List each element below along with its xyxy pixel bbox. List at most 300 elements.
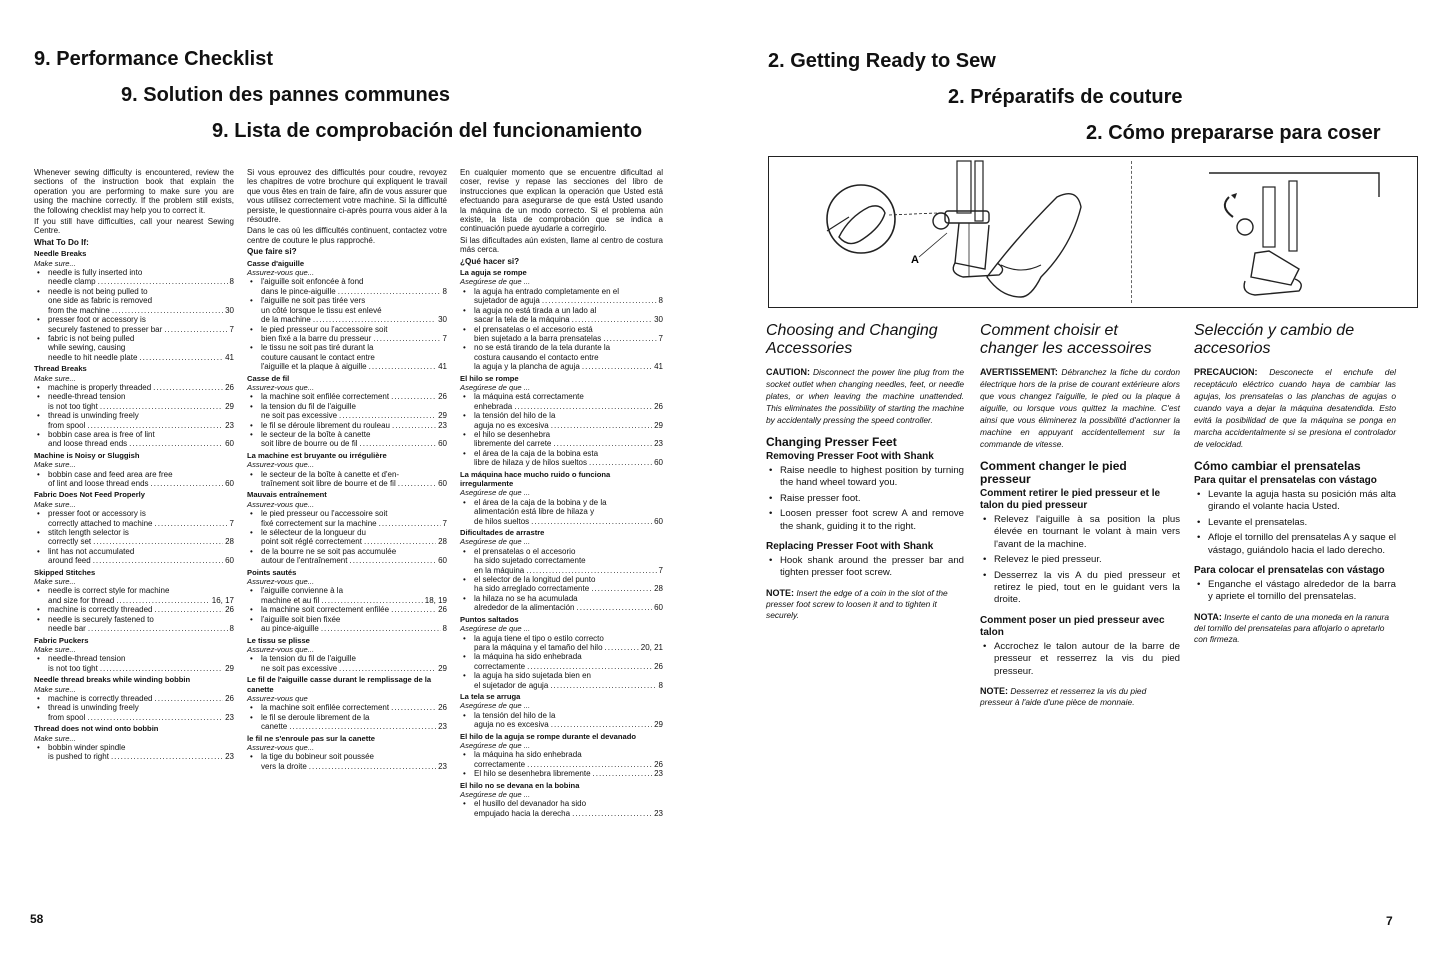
step-item: • Raise presser foot. [766, 493, 964, 505]
check-item [34, 528, 234, 547]
section-title: La tela se arruga [460, 691, 521, 701]
right-page [726, 0, 1453, 954]
check-text: • el área de la caja de la bobina esta [474, 448, 599, 458]
leader-dots [339, 664, 436, 673]
page-ref: 41 [225, 352, 234, 362]
page-ref: 26 [438, 392, 447, 402]
check-list [460, 547, 663, 613]
page-ref: 60 [438, 479, 447, 488]
page-ref: 28 [438, 537, 447, 547]
leader-dots [551, 720, 652, 729]
check-item [460, 325, 663, 344]
check-text: • machine is properly threaded [48, 382, 152, 392]
check-text: • la tension du fil de l'aiguille [261, 654, 356, 664]
section-title: Le tissu se plisse [247, 635, 310, 645]
leader-dots [112, 306, 223, 315]
check-text: • needle is fully inserted into [48, 268, 143, 278]
check-text: en la máquina [474, 565, 525, 575]
check-text: • needle is correct style for machine [48, 586, 170, 596]
step-list [980, 514, 1180, 607]
check-line [261, 596, 447, 605]
check-text: needle bar [48, 624, 86, 634]
leader-dots [129, 439, 223, 448]
check-text: bien fixé a la barre du presseur [261, 333, 372, 343]
check-item [34, 268, 234, 287]
leader-dots [392, 421, 436, 430]
check-line [474, 334, 663, 343]
section-title: Needle thread breaks while winding bobbin [34, 675, 191, 685]
check-text: • needle-thread tension [48, 654, 126, 664]
page-ref: 8 [229, 277, 234, 287]
check-item [460, 498, 663, 526]
check-item [247, 421, 447, 430]
make-sure-label: Asegúrese de que ... [460, 488, 531, 498]
check-line [474, 760, 663, 769]
check-text: of lint and loose thread ends [48, 479, 149, 488]
check-list [247, 703, 447, 731]
page-ref: 26 [438, 703, 447, 713]
page-ref: 23 [225, 420, 234, 430]
check-line [48, 694, 234, 703]
check-line [261, 392, 447, 401]
check-item [247, 605, 447, 614]
check-text: • la tension du fil de l'aiguille [261, 401, 356, 411]
check-line [261, 306, 447, 315]
leader-dots [526, 566, 656, 575]
check-text: • l'aiguille convienne à la [261, 586, 344, 596]
check-text: machine et au fil [261, 595, 320, 605]
check-line [474, 556, 663, 565]
page-ref: 23 [225, 752, 234, 762]
page-ref: 26 [654, 401, 663, 411]
check-line [261, 362, 447, 371]
check-text: • fabric is not being pulled [48, 333, 135, 343]
page-ref: 28 [225, 537, 234, 547]
leader-dots [553, 439, 652, 448]
check-line [474, 517, 663, 526]
leader-dots [87, 713, 223, 722]
check-item [460, 634, 663, 653]
leader-dots [593, 769, 653, 778]
leader-dots [572, 315, 652, 324]
check-line [261, 664, 447, 673]
make-sure-label: Asegúrese de que ... [460, 277, 531, 287]
leader-dots [572, 809, 652, 818]
make-sure-label: Assurez-vous que... [247, 499, 315, 509]
check-line [48, 519, 234, 528]
page-ref: 30 [654, 315, 663, 325]
check-text: • needle is securely fastened to [48, 614, 154, 624]
check-text: • le pied presseur ou l'accessoire soit [261, 509, 388, 519]
section-title: Fabric Puckers [34, 635, 89, 645]
check-item [247, 402, 447, 421]
heading-es: 2. Cómo prepararse para coser [1086, 122, 1381, 144]
check-line [48, 277, 234, 286]
instructions-es [1194, 322, 1396, 654]
check-item [247, 528, 447, 547]
check-line [474, 720, 663, 729]
page-number: 58 [30, 912, 44, 926]
check-item [247, 615, 447, 634]
check-line [261, 343, 447, 352]
page-number: 7 [1386, 914, 1393, 928]
leader-dots [514, 402, 652, 411]
check-text: • machine is correctly threaded [48, 693, 153, 703]
check-text: traînement soit libre de bourre et de fil [261, 479, 396, 488]
instructions-fr [980, 322, 1180, 717]
leader-dots [338, 287, 441, 296]
check-item [247, 325, 447, 344]
intro-text: Whenever sewing difficulty is encountered, review the sections of the instruction book that explain the operation you are performing to make sure you are using the machine correctly. If the problem still exists, the following checklist may help you to correct it. [34, 168, 234, 215]
check-item [460, 671, 663, 690]
check-text: • presser foot or accessory is [48, 315, 146, 325]
check-text: aguja no es excesiva [474, 420, 549, 430]
check-item [460, 449, 663, 468]
page-ref: 29 [438, 411, 447, 421]
section-title: La aguja se rompe [460, 268, 527, 278]
check-item [247, 547, 447, 566]
check-item [34, 703, 234, 722]
leader-dots [551, 421, 652, 430]
page-ref: 7 [229, 518, 234, 528]
check-text: correctamente [474, 661, 526, 671]
step-item: • Accrochez le talon autour de la barre de presseur et resserrez la vis du pied presseur. [980, 641, 1180, 678]
check-line [474, 458, 663, 467]
check-line [474, 449, 663, 458]
check-text: • le fil se deroule librement de la [261, 712, 370, 722]
check-text: para la máquina y el tamaño del hilo [474, 642, 603, 652]
section-title: La máquina hace mucho ruido o funciona irregularmente [460, 469, 611, 488]
check-item [460, 411, 663, 430]
check-item [34, 605, 234, 614]
step-item: • Loosen presser foot screw A and remove the shank, guiding it to the right. [766, 508, 964, 533]
page-ref: 60 [438, 439, 447, 449]
check-text: • el prensatelas o el accesorio está [474, 324, 593, 334]
make-sure-label: Assurez-vous que [247, 693, 308, 703]
what-to-do-heading: ¿Qué hacer si? [460, 256, 520, 266]
check-item [460, 799, 663, 818]
check-item [460, 430, 663, 449]
check-text: • la aguja ha sido sujetada bien en [474, 671, 591, 681]
check-line [474, 362, 663, 371]
check-text: from spool [48, 712, 86, 722]
check-line [261, 470, 447, 479]
check-line [48, 615, 234, 624]
what-to-do-heading: What To Do If: [34, 237, 89, 247]
check-text: securely fastened to presser bar [48, 324, 163, 334]
leader-dots [591, 584, 652, 593]
make-sure-label: Assurez-vous que... [247, 460, 315, 470]
check-line [261, 439, 447, 448]
check-text: ha sido arreglado correctamente [474, 584, 590, 594]
page-ref: 41 [654, 362, 663, 372]
check-line [48, 509, 234, 518]
check-line [48, 470, 234, 479]
check-line [261, 353, 447, 362]
check-item [247, 296, 447, 324]
sewing-machine-drawing [769, 157, 1419, 309]
make-sure-label: Assurez-vous que... [247, 268, 315, 278]
check-line [48, 411, 234, 420]
check-text: • bobbin case and feed area are free [48, 469, 173, 479]
check-text: • bobbin winder spindle [48, 742, 126, 752]
caution-text [1194, 366, 1396, 450]
caution-label: CAUTION: [766, 367, 810, 377]
check-text: • el husillo del devanador ha sido [474, 799, 587, 809]
check-text: • la hilaza no se ha acumulada [474, 593, 578, 603]
check-item [34, 470, 234, 489]
check-line [261, 605, 447, 614]
leader-dots [289, 722, 436, 731]
check-line [48, 268, 234, 277]
heading-en: 9. Performance Checklist [34, 48, 273, 70]
page-ref: 29 [225, 663, 234, 673]
check-item [34, 615, 234, 634]
heading-fr: 9. Solution des pannes communes [121, 84, 450, 106]
make-sure-label: Make sure... [34, 644, 76, 654]
check-list [247, 509, 447, 565]
check-line [261, 411, 447, 420]
page-ref: 29 [438, 663, 447, 673]
check-line [261, 615, 447, 624]
subsection-title: Removing Presser Foot with Shank [766, 451, 934, 462]
check-text: • l'aiguille ne soit pas tirée vers [261, 296, 366, 306]
check-line [474, 584, 663, 593]
page-ref: 26 [654, 661, 663, 671]
check-list [34, 470, 234, 489]
check-text: • bobbin case area is free of lint [48, 429, 155, 439]
check-text: • la machine soit enfilée correctement [261, 392, 390, 402]
check-text: ha sido sujetado correctamente [474, 556, 586, 566]
step-item: • Levante el prensatelas. [1194, 517, 1396, 529]
check-text: alimentación está libre de hilaza y [474, 507, 595, 517]
check-line [474, 439, 663, 448]
check-text: needle to hit needle plate [48, 352, 138, 362]
leader-dots [364, 537, 436, 546]
check-line [48, 334, 234, 343]
check-list [34, 654, 234, 673]
make-sure-label: Make sure... [34, 577, 76, 587]
check-line [474, 671, 663, 680]
check-list [460, 634, 663, 690]
check-line [261, 277, 447, 286]
subsection-title: Para quitar el prensatelas con vástago [1194, 475, 1377, 486]
check-line [48, 306, 234, 315]
check-item [460, 392, 663, 411]
step-list [1194, 579, 1396, 604]
check-item [247, 430, 447, 449]
check-line [474, 634, 663, 643]
make-sure-label: Assurez-vous que... [247, 382, 315, 392]
check-text: • le secteur de la boîte à canette et d'en- [261, 469, 400, 479]
check-item [34, 334, 234, 362]
presser-foot-illustration [768, 156, 1418, 308]
check-text: • de la bourre ne se soit pas accumulée [261, 546, 397, 556]
check-text: • machine is correctly threaded [48, 605, 153, 615]
check-item [460, 769, 663, 778]
check-line [48, 296, 234, 305]
page-ref: 7 [229, 324, 234, 334]
check-item [247, 752, 447, 771]
check-text: • El hilo se desenhebra libremente [474, 769, 591, 779]
check-text: couture causant le contact entre [261, 352, 375, 362]
step-item: • Levante la aguja hasta su posición más alta girando el volante hacia Usted. [1194, 489, 1396, 514]
page-ref: 23 [438, 761, 447, 771]
check-list [34, 383, 234, 449]
check-text: • el selector de la longitud del punto [474, 575, 596, 585]
check-text: • lint has not accumulated [48, 546, 135, 556]
caution-text [980, 366, 1180, 450]
check-text: sujetador de aguja [474, 296, 540, 306]
step-item: • Enganche el vástago alrededor de la barra y apriete el tornillo del prensatelas. [1194, 579, 1396, 604]
check-text: de hilos sueltos [474, 516, 530, 526]
make-sure-label: Make sure... [34, 258, 76, 268]
make-sure-label: Asegúrese de que ... [460, 790, 531, 799]
check-line [474, 411, 663, 420]
section-title: Puntos saltados [460, 614, 519, 624]
check-item [247, 703, 447, 712]
check-line [48, 605, 234, 614]
section-title: Fabric Does Not Feed Properly [34, 490, 145, 500]
step-item: • Relevez l'aiguille à sa position la plus élevée en tournant le volant à main vers l'avant de la machine. [980, 514, 1180, 551]
leader-dots [98, 277, 228, 286]
page-ref: 23 [225, 712, 234, 722]
check-text: canette [261, 722, 288, 732]
check-line [48, 654, 234, 663]
make-sure-label: Make sure... [34, 684, 76, 694]
page-ref: 23 [438, 420, 447, 430]
note-body: Desserrez et resserrez la vis du pied presseur à l'aide d'une pièce de monnaie. [980, 686, 1147, 708]
heading-es: 9. Lista de comprobación del funcionamiento [212, 120, 643, 142]
page-ref: 20, 21 [640, 642, 663, 652]
check-line [474, 681, 663, 690]
make-sure-label: Make sure... [34, 499, 76, 509]
check-line [261, 762, 447, 771]
make-sure-label: Asegúrese de que ... [460, 701, 531, 711]
page-ref: 60 [654, 516, 663, 526]
section-title: Needle Breaks [34, 249, 87, 259]
page-ref: 26 [225, 382, 234, 392]
check-line [261, 296, 447, 305]
check-line [474, 594, 663, 603]
section-title: Cómo cambiar el prensatelas [1194, 459, 1361, 473]
check-item [247, 586, 447, 605]
leader-dots [155, 605, 224, 614]
caution-text [766, 366, 964, 426]
leader-dots [339, 411, 436, 420]
check-item [460, 711, 663, 730]
check-item [34, 694, 234, 703]
leader-dots [100, 664, 223, 673]
checklist-fr [247, 168, 447, 771]
check-item [247, 392, 447, 401]
check-line [48, 624, 234, 633]
section-title: La machine est bruyante ou irrégulière [247, 450, 387, 460]
section-title: Casse de fil [247, 373, 290, 383]
make-sure-label: Assurez-vous que... [247, 742, 315, 752]
make-sure-label: Make sure... [34, 460, 76, 470]
check-text: l'aiguille et la plaque à aiguille [261, 362, 367, 372]
check-text: • thread is unwinding freely [48, 411, 139, 421]
make-sure-label: Asegúrese de que ... [460, 537, 531, 547]
page-ref: 8 [658, 296, 663, 306]
check-line [48, 325, 234, 334]
page-ref: 60 [225, 479, 234, 488]
make-sure-label: Assurez-vous que... [247, 577, 315, 587]
check-text: from spool [48, 420, 86, 430]
check-line [48, 402, 234, 411]
make-sure-label: Asegúrese de que ... [460, 382, 531, 392]
check-list [34, 509, 234, 565]
check-line [474, 809, 663, 818]
page-ref: 29 [654, 420, 663, 430]
check-line [48, 528, 234, 537]
step-list [766, 555, 964, 580]
check-line [261, 287, 447, 296]
page-ref: 7 [442, 518, 447, 528]
instructions-en [766, 322, 964, 630]
step-item: • Hook shank around the presser bar and tighten presser foot screw. [766, 555, 964, 580]
checklist-en [34, 168, 234, 762]
check-line [48, 392, 234, 401]
check-text: aguja no es excesiva [474, 720, 549, 730]
check-text: • stitch length selector is [48, 528, 129, 538]
check-line [474, 711, 663, 720]
check-list [34, 743, 234, 762]
note-text [980, 686, 1180, 708]
check-list [247, 586, 447, 633]
section-title: Thread does not wind onto bobbin [34, 724, 159, 734]
check-line [474, 325, 663, 334]
check-line [48, 315, 234, 324]
check-line [474, 652, 663, 661]
page-ref: 23 [438, 722, 447, 732]
check-list [460, 287, 663, 372]
check-line [261, 509, 447, 518]
check-text: soit libre de bourre ou de fil [261, 439, 358, 449]
step-list [766, 465, 964, 533]
subsection-title: Replacing Presser Foot with Shank [766, 541, 934, 553]
check-line [474, 507, 663, 516]
leader-dots [550, 681, 656, 690]
page-ref: 8 [442, 624, 447, 634]
figure-label-a: A [911, 254, 919, 266]
section-title: El hilo de la aguja se rompe durante el devanado [460, 731, 636, 741]
check-text: correctly attached to machine [48, 518, 153, 528]
check-text: libre de hilaza y de hilos sueltos [474, 458, 587, 468]
check-item [460, 750, 663, 769]
check-line [474, 430, 663, 439]
check-line [474, 662, 663, 671]
check-text: • la tige du bobineur soit poussée [261, 752, 374, 762]
subsection-title: Comment poser un pied presseur avec talon [980, 614, 1165, 638]
page-ref: 29 [225, 401, 234, 411]
check-item [460, 547, 663, 575]
caution-label: AVERTISSEMENT: [980, 367, 1058, 377]
check-item [460, 594, 663, 613]
leader-dots [391, 605, 436, 614]
leader-dots [379, 519, 441, 528]
check-text: ne soit pas excessive [261, 663, 338, 673]
check-text: vers la droite [261, 761, 307, 771]
check-text: dans le pince-aiguille [261, 286, 336, 296]
check-text: enhebrada [474, 401, 513, 411]
leader-dots [100, 402, 223, 411]
check-text: sacar la tela de la máquina [474, 315, 570, 325]
page-ref: 23 [654, 808, 663, 818]
check-text: • el hilo se desenhebra [474, 429, 551, 439]
note-label: NOTE: [980, 686, 1008, 697]
